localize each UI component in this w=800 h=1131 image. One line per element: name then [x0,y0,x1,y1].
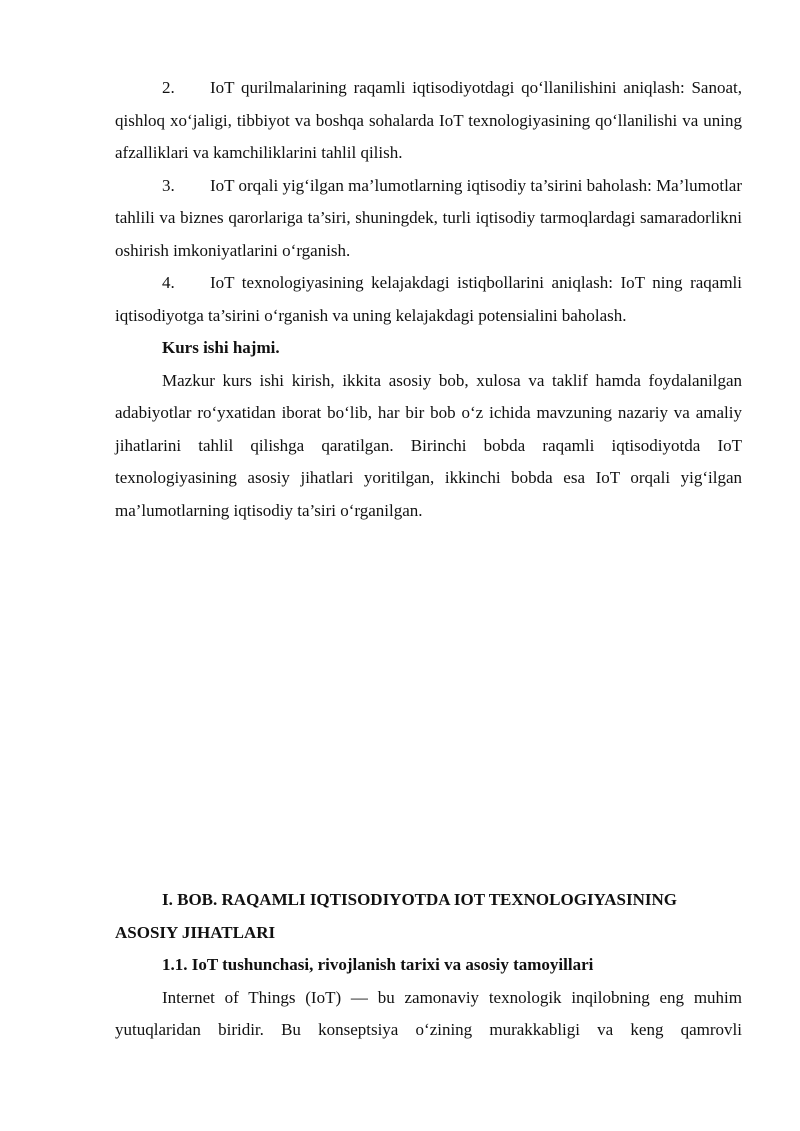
section-heading: 1.1. IoT tushunchasi, rivojlanish tarixi va asosiy tamoyillari [162,955,594,974]
volume-paragraph: Mazkur kurs ishi kirish, ikkita asosiy bob, xulosa va taklif hamda foydalanilgan adabiyotlar ro‘yxatidan iborat bo‘lib, har bir bob o‘z ichida mavzuning nazariy va amaliy jihatlarini tahlil qilishga qaratilgan. Birinchi bobda raqamli iqtisodiyotda IoT texnologiyasining asosiy jihatlari yoritilgan, ikkinchi bobda esa IoT orqali yig‘ilgan ma’lumotlarning iqtisodiy ta’siri o‘rganilgan. [115,370,742,520]
objective-text: IoT texnologiyasining kelajakdagi istiqbollarini aniqlash: IoT ning raqamli iqtisodiyotga ta’sirini o‘rganish va uning kelajakdagi potensialini baholash. [115,273,742,325]
chapter-heading: I. BOB. RAQAMLI IQTISODIYOTDA IOT TEXNOLOGIYASINING ASOSIY JIHATLARI [115,890,678,942]
objective-number: 3. [162,175,175,195]
objective-item-4 [115,267,742,332]
document-page [115,72,742,1047]
section-paragraph: Internet of Things (IoT) — bu zamonaviy texnologik inqilobning eng muhim yutuqlaridan biridir. Bu konseptsiya o‘zining murakkabligi va keng qamrovli [115,987,742,1039]
objective-number: 4. [162,273,175,292]
volume-heading: Kurs ishi hajmi. [162,338,280,357]
objective-item-3 [115,170,742,268]
objective-text: IoT qurilmalarining raqamli iqtisodiyotdagi qo‘llanilishini aniqlash: Sanoat, qishloq xo‘jaligi, tibbiyot va boshqa sohalarda IoT texnologiyasining qo‘llanilishi va uning afzalliklari va kamchiliklarini tahlil qilish. [115,78,742,162]
objective-text: IoT orqali yig‘ilgan ma’lumotlarning iqtisodiy ta’sirini baholash: Ma’lumotlar tahlili va biznes qarorlariga ta’siri, shuningdek, turli iqtisodiy tarmoqlardagi samaradorlikni oshirish imkoniyatlarini o‘rganish. [115,175,742,260]
page-gap [115,527,742,884]
objective-number: 2. [162,78,175,97]
objective-item-2 [115,72,742,170]
